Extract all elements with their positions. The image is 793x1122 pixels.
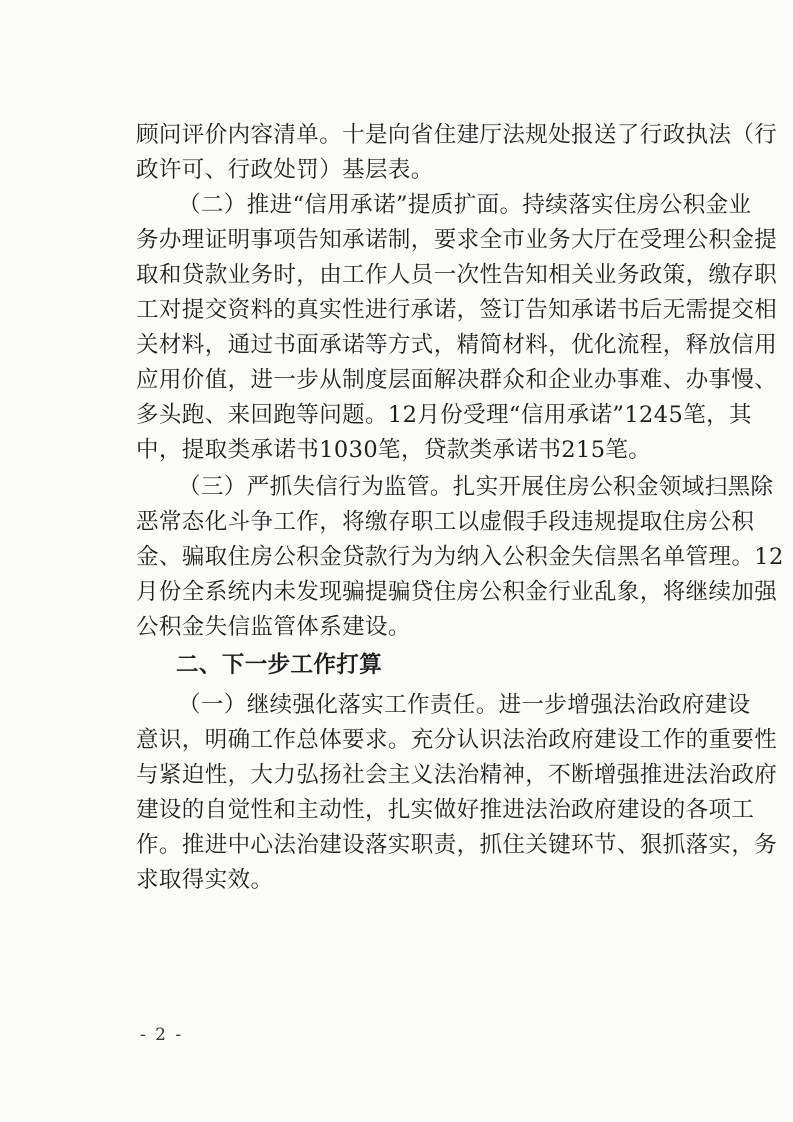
text-line: 顾问评价内容清单。十是向省住建厅法规处报送了行政执法（行 [136,122,778,148]
text-line: 应用价值，进一步从制度层面解决群众和企业办事难、办事慢、 [136,367,778,393]
section-heading-3: （三）严抓失信行为监管。扎实开展住房公积金领域扫黑除 [178,474,774,500]
text-line: 中，提取类承诺书1030笔，贷款类承诺书215笔。 [136,437,652,463]
text-line: 作。推进中心法治建设落实职责，抓住关键环节、狠抓落实，务 [136,832,778,858]
text-line: 公积金失信监管体系建设。 [136,614,411,640]
section-heading-2: （二）推进“信用承诺”提质扩面。持续落实住房公积金业 [178,192,752,218]
text-line: 金、骗取住房公积金贷款行为为纳入公积金失信黑名单管理。12 [136,544,784,570]
text-line: 求取得实效。 [136,867,274,893]
text-line: 月份全系统内未发现骗提骗贷住房公积金行业乱象，将继续加强 [136,579,778,605]
text-line: 恶常态化斗争工作，将缴存职工以虚假手段违规提取住房公积 [136,509,755,535]
chapter-heading: 二、下一步工作打算 [176,652,383,678]
text-line: 取和贷款业务时，由工作人员一次性告知相关业务政策，缴存职 [136,262,778,288]
text-line: 与紧迫性，大力弘扬社会主义法治精神，不断增强推进法治政府 [136,762,778,788]
text-line: 多头跑、来回跑等问题。12月份受理“信用承诺”1245笔，其 [136,402,752,428]
text-line: 务办理证明事项告知承诺制，要求全市业务大厅在受理公积金提 [136,227,778,253]
text-line: 建设的自觉性和主动性，扎实做好推进法治政府建设的各项工 [136,797,755,823]
text-line: 意识，明确工作总体要求。充分认识法治政府建设工作的重要性 [136,727,778,753]
text-line: 工对提交资料的真实性进行承诺，签订告知承诺书后无需提交相 [136,297,778,323]
page-number: - 2 - [140,1025,184,1045]
text-line: 政许可、行政处罚）基层表。 [136,157,434,183]
text-line: 关材料，通过书面承诺等方式，精简材料，优化流程，释放信用 [136,332,778,358]
section-heading-1: （一）继续强化落实工作责任。进一步增强法治政府建设 [178,692,751,718]
